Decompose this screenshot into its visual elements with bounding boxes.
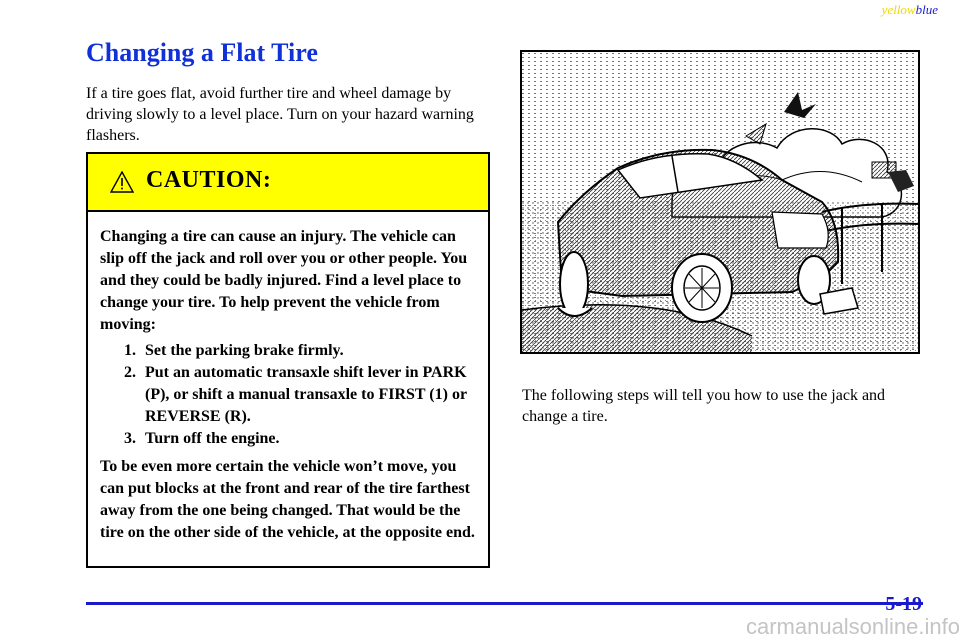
step-number: 3. bbox=[124, 430, 136, 447]
step-text: Turn off the engine. bbox=[145, 430, 280, 447]
intro-paragraph: If a tire goes flat, avoid further tire and wheel damage by driving slowly to a level place. Turn on your hazard warning flashers. bbox=[86, 85, 474, 144]
caution-box bbox=[86, 152, 490, 568]
color-tag bbox=[882, 2, 938, 18]
step-number: 2. bbox=[124, 364, 136, 381]
steps-intro-paragraph: The following steps will tell you how to use the jack and change a tire. bbox=[522, 387, 886, 425]
car-drawing bbox=[522, 52, 918, 352]
page-title: Changing a Flat Tire bbox=[86, 38, 318, 67]
caution-step bbox=[100, 340, 478, 362]
footer-rule bbox=[86, 602, 923, 605]
caution-title: CAUTION: bbox=[146, 167, 272, 193]
warning-triangle-icon bbox=[110, 171, 134, 193]
caution-closing: To be even more certain the vehicle won’t move, you can put blocks at the front and rear of the tire farthest away from the one being changed. That would be the tire on the other side of the vehicle, at the opposite end. bbox=[100, 458, 475, 541]
caution-body bbox=[88, 212, 488, 544]
flat-tire-car-illustration bbox=[520, 50, 920, 354]
caution-step bbox=[100, 428, 478, 450]
color-tag-yellow: yellow bbox=[881, 2, 916, 17]
step-number: 1. bbox=[124, 342, 136, 359]
caution-step bbox=[100, 362, 478, 428]
caution-lead: Changing a tire can cause an injury. The vehicle can slip off the jack and roll over you or other people. You and they could be badly injured. Find a level place to change your tire. To help prevent the vehicle from moving: bbox=[100, 228, 468, 333]
color-tag-blue: blue bbox=[915, 2, 938, 17]
page-number: 5-19 bbox=[885, 593, 922, 615]
step-text: Set the parking brake firmly. bbox=[145, 342, 344, 359]
caution-header bbox=[88, 154, 488, 212]
watermark: carmanualsonline.info bbox=[745, 614, 960, 639]
caution-steps bbox=[100, 340, 478, 450]
step-text: Put an automatic transaxle shift lever in PARK (P), or shift a manual transaxle to FIRST (1) or REVERSE (R). bbox=[145, 364, 467, 425]
